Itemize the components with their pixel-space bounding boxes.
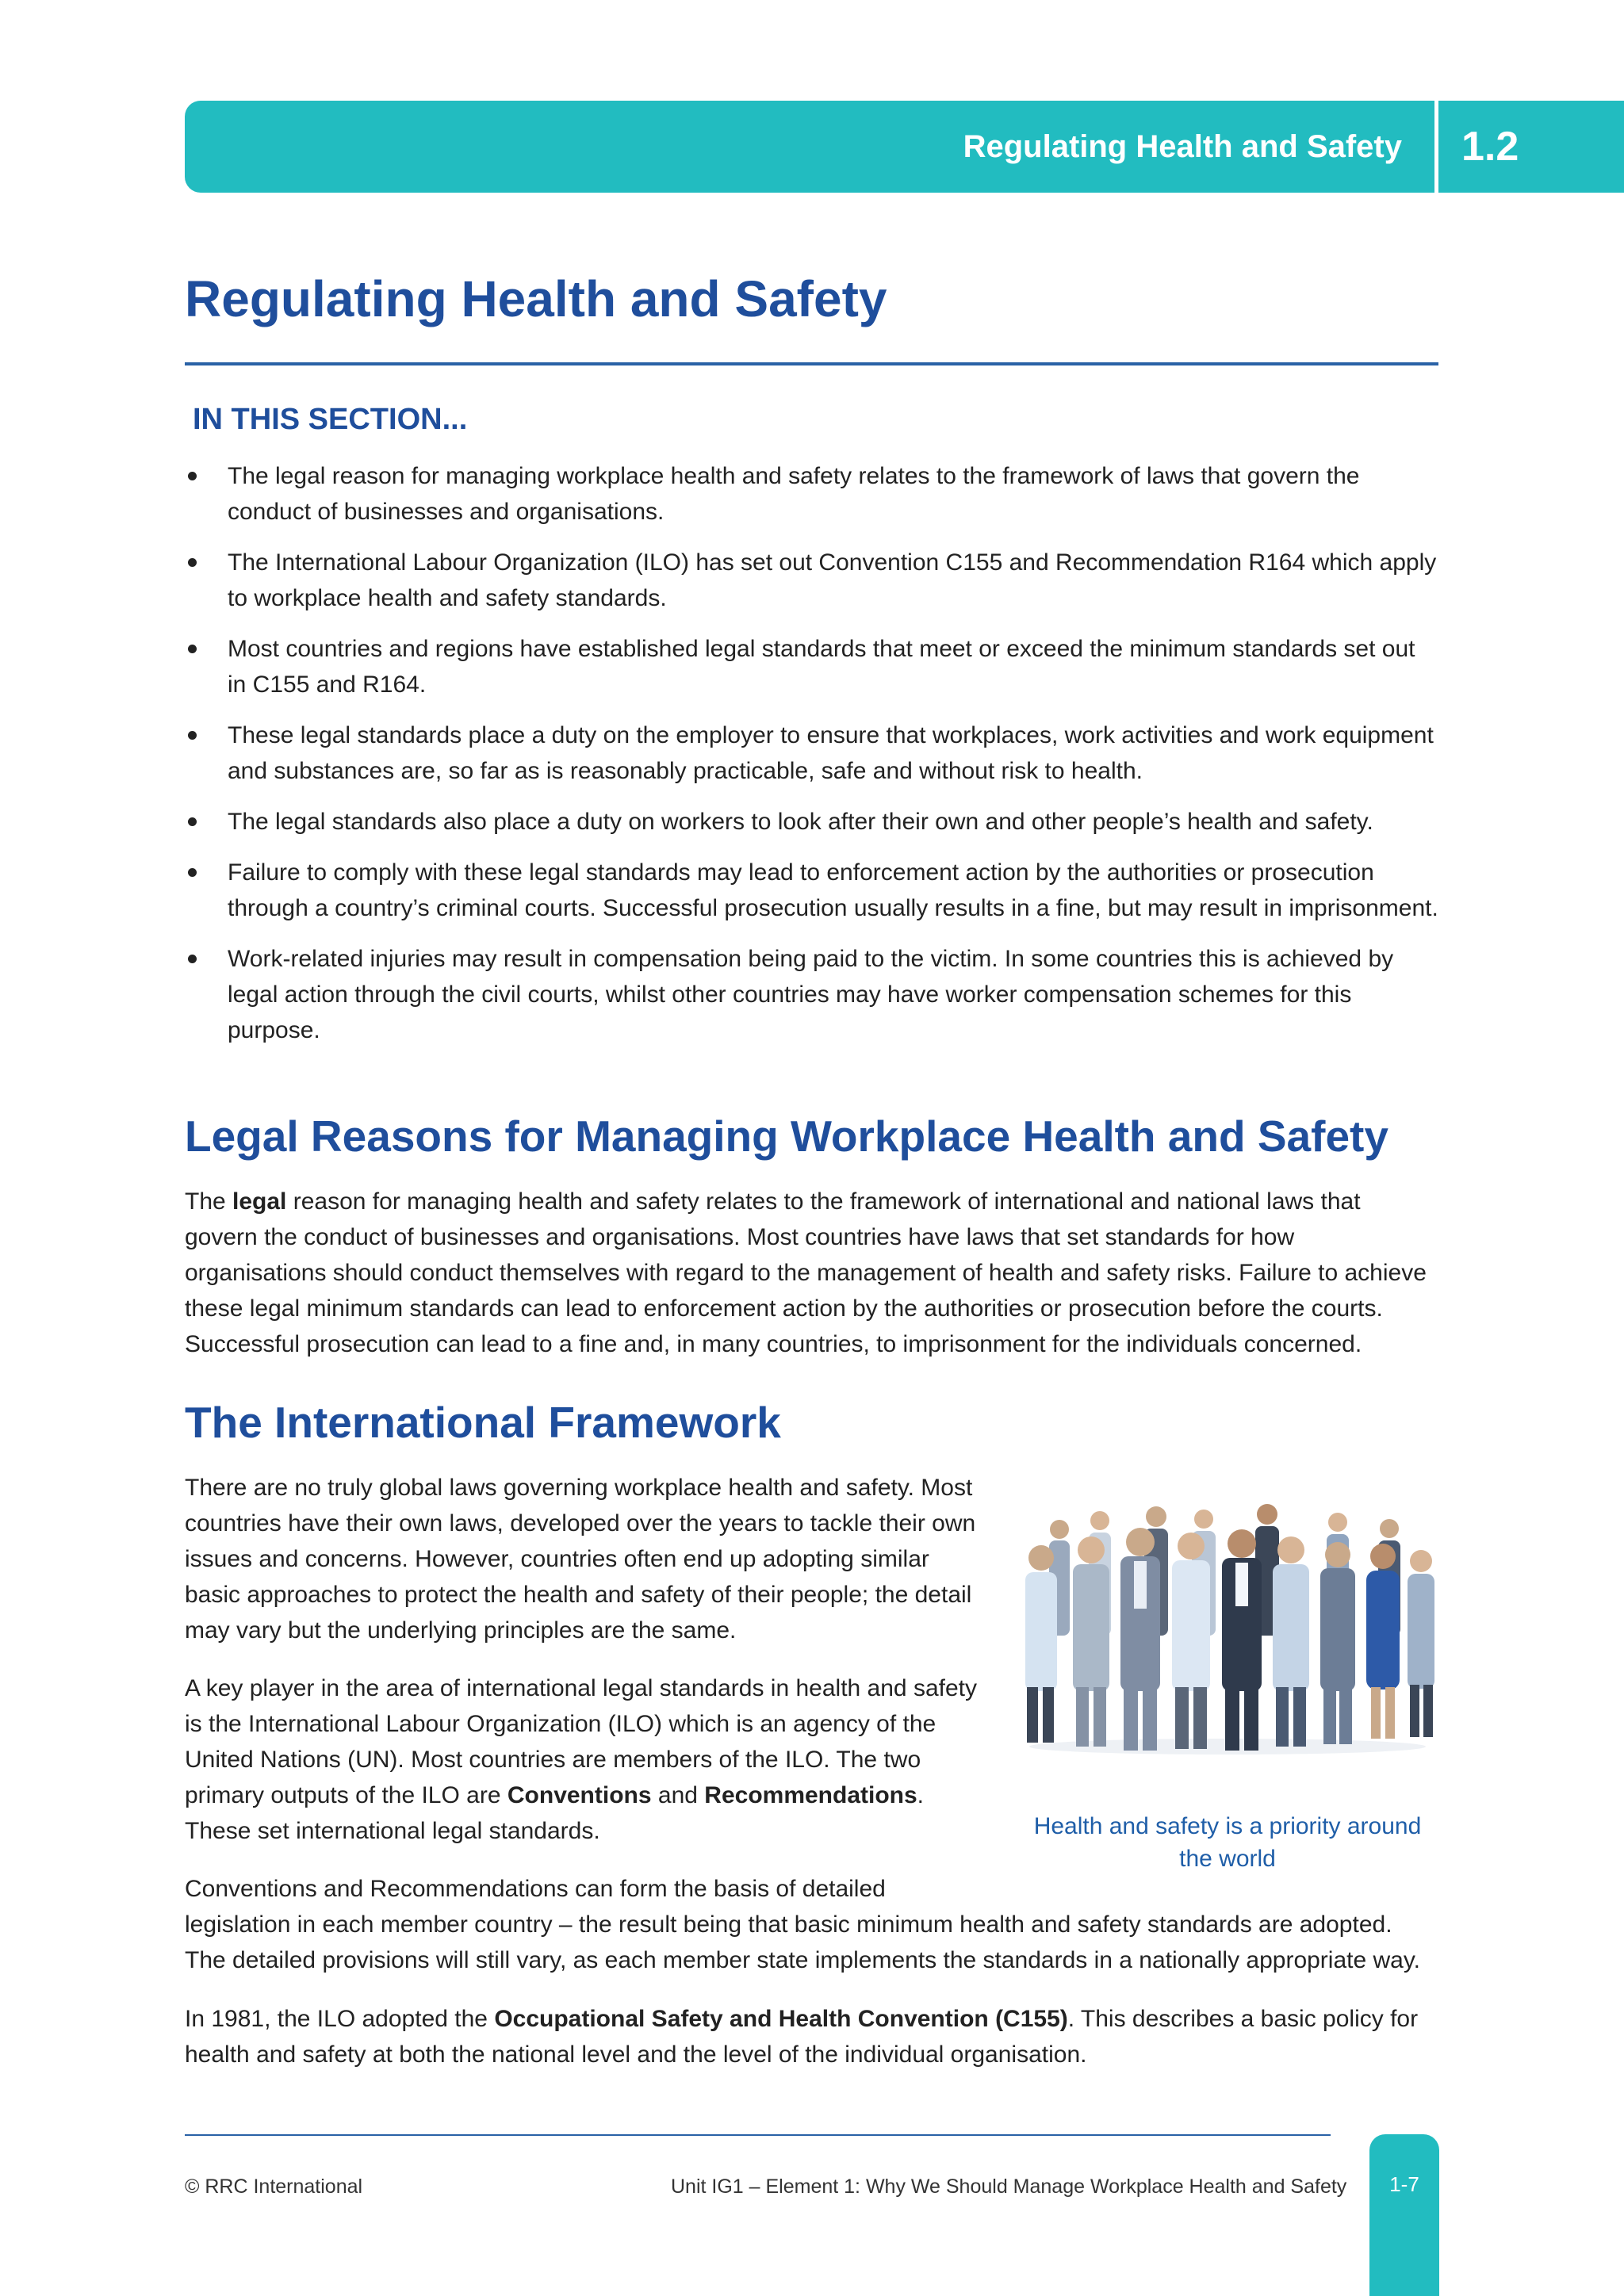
summary-bullet-list	[185, 458, 1438, 1063]
summary-bullet: Work-related injuries may result in compensation being paid to the victim. In some countries this is achieved by legal action through the civil courts, whilst other countries may have worker compensation schemes for this purpose.	[185, 941, 1438, 1048]
title-rule	[185, 362, 1438, 365]
section-header-band	[185, 101, 1624, 193]
photo-caption: Health and safety is a priority around the world	[1033, 1813, 1422, 1872]
framework-p4-text-a: In 1981, the ILO adopted the	[185, 2006, 495, 2032]
framework-p2-text-c: and	[651, 1782, 705, 1808]
legal-reasons-text-rest: reason for managing health and safety relates to the framework of international and national laws that govern the conduct of businesses and organisations. Most countries have laws that set standards for how organisations should conduct themselves with regard to the management of health and safety risks. Failure to achieve these legal minimum standards can lead to enforcement action by the authorities or prosecution before the courts. Successful prosecution can lead to a fine and, in many countries, to imprisonment for the individuals concerned.	[185, 1188, 1427, 1357]
framework-p2-text-a: A key player in the area of international legal standards in health and safety is the International Labour Organization (ILO) which is an agency of the United Nations (UN). Most countries are members of the ILO. The two primary outputs of the ILO are	[185, 1675, 977, 1808]
framework-paragraph-2	[185, 1670, 986, 1849]
framework-paragraph-1: There are no truly global laws governing workplace health and safety. Most countries have their own laws, developed over the years to tackle their own issues and concerns. However, countries often end up adopting similar basic approaches to protect the health and safety of their people; the detail may vary but the underlying principles are the same.	[185, 1475, 976, 1644]
summary-bullet: The legal reason for managing workplace health and safety relates to the framework of laws that govern the conduct of businesses and organisations.	[185, 458, 1438, 530]
in-this-section-label: IN THIS SECTION...	[193, 403, 468, 436]
footer-unit-title: Unit IG1 – Element 1: Why We Should Manage Workplace Health and Safety	[671, 2175, 1347, 2198]
conventions-term: Conventions	[507, 1782, 652, 1808]
framework-paragraph-3-line1: Conventions and Recommendations can form the basis of detailed	[185, 1876, 886, 1902]
section-header-title: Regulating Health and Safety	[963, 129, 1402, 164]
footer-copyright: © RRC International	[185, 2175, 363, 2198]
legal-reasons-paragraph	[185, 1184, 1438, 1362]
page-title: Regulating Health and Safety	[185, 270, 887, 327]
legal-reasons-heading: Legal Reasons for Managing Workplace Health and Safety	[185, 1112, 1388, 1161]
framework-paragraph-3: legislation in each member country – the result being that basic minimum health and safety standards are adopted. The detailed provisions will still vary, as each member state implements the standards in a nationally appropriate way.	[185, 1911, 1420, 1973]
summary-bullet: The legal standards also place a duty on workers to look after their own and other people’s health and safety.	[185, 804, 1438, 840]
page-number: 1-7	[1389, 2172, 1419, 2196]
recommendations-term: Recommendations	[704, 1782, 917, 1808]
summary-bullet: Most countries and regions have established legal standards that meet or exceed the minimum standards set out in C155 and R164.	[185, 631, 1438, 702]
summary-bullet: The International Labour Organization (ILO) has set out Convention C155 and Recommendation R164 which apply to workplace health and safety standards.	[185, 545, 1438, 616]
summary-bullet: Failure to comply with these legal standards may lead to enforcement action by the authorities or prosecution through a country’s criminal courts. Successful prosecution usually results in a fine, but may result in imprisonment.	[185, 855, 1438, 926]
c155-convention-term: Occupational Safety and Health Convention (C155)	[494, 2006, 1068, 2032]
framework-p2-text-e: . These set international legal standards.	[185, 1782, 925, 1844]
international-framework-heading: The International Framework	[185, 1398, 781, 1447]
legal-reasons-bold-term: legal	[232, 1188, 287, 1215]
framework-paragraph-4	[185, 2001, 1438, 2072]
header-divider	[1434, 101, 1438, 193]
section-number: 1.2	[1461, 124, 1519, 170]
page-number-tab	[1369, 2134, 1439, 2296]
summary-bullet: These legal standards place a duty on the employer to ensure that workplaces, work activities and work equipment and substances are, so far as is reasonably practicable, safe and without risk to health.	[185, 718, 1438, 789]
business-people-photo	[1017, 1485, 1438, 1758]
footer-rule	[185, 2134, 1331, 2136]
legal-reasons-text-start: The	[185, 1188, 233, 1215]
framework-p4-text-c: . This describes a basic policy for health and safety at both the national level and the level of the individual organisation.	[185, 2006, 1419, 2068]
